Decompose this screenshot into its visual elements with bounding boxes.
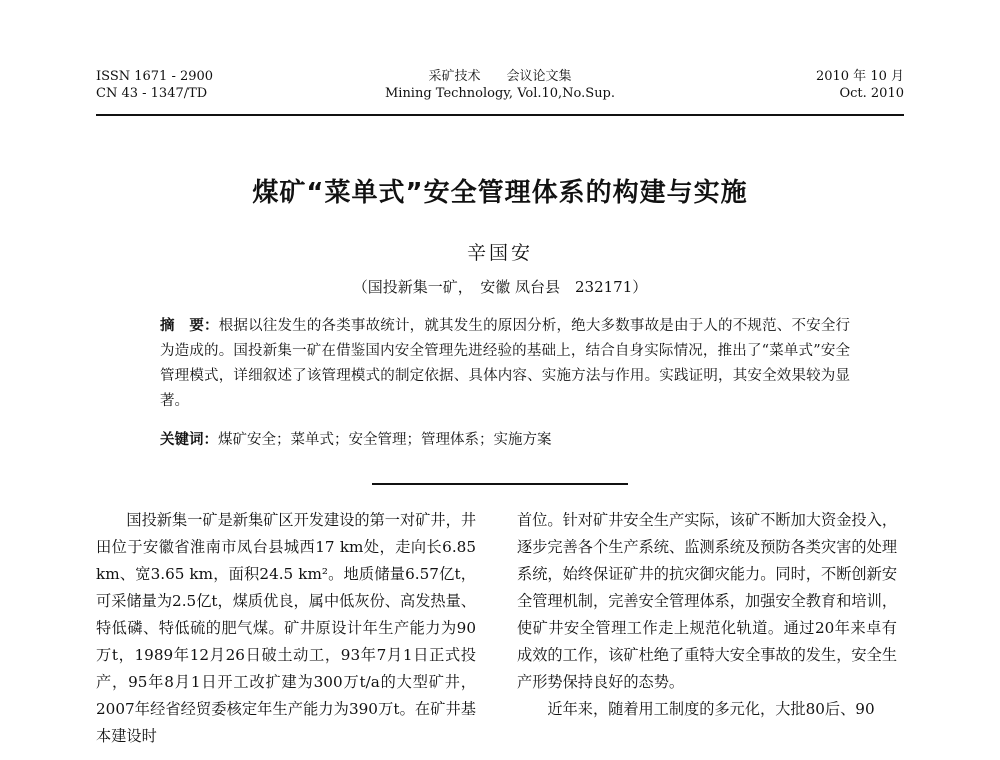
journal-name-cn: 采矿技术 会议论文集 bbox=[428, 69, 572, 84]
section-divider bbox=[372, 483, 628, 485]
abstract-label: 摘 要： bbox=[160, 318, 219, 334]
header-right bbox=[816, 68, 904, 102]
keywords bbox=[160, 428, 850, 453]
body-column-right bbox=[517, 507, 897, 723]
keywords-label: 关键词： bbox=[160, 432, 218, 448]
header-center bbox=[96, 68, 904, 102]
body-column-left bbox=[96, 507, 476, 750]
keywords-text: 煤矿安全；菜单式；安全管理；管理体系；实施方案 bbox=[218, 432, 552, 448]
header-divider bbox=[96, 114, 904, 116]
date-cn: 2010 年 10 月 bbox=[815, 69, 904, 84]
body-paragraph: 国投新集一矿是新集矿区开发建设的第一对矿井，井田位于安徽省淮南市凤台县城西17 km处，走向长6.85 km、宽3.65 km，面积24.5 km²。地质储量6.57亿t，可采储量为2.5亿t，煤质优良，属中低灰份、高发热量、特低磷、特低硫的肥气煤。矿井原设计年生产能力为90万t，1989年12月26日破土动工，93年7月1日正式投产，95年8月1日开工改扩建为300万t/a的大型矿井，2007年经省经贸委核定年生产能力为390万t。在矿井基本建设时 bbox=[96, 511, 476, 745]
article-author: 辛国安 bbox=[466, 242, 533, 264]
page-header bbox=[96, 68, 904, 116]
date-en: Oct. 2010 bbox=[839, 86, 904, 101]
article-title: 煤矿“菜单式”安全管理体系的构建与实施 bbox=[252, 178, 748, 208]
abstract bbox=[160, 314, 850, 414]
body-paragraph: 近年来，随着用工制度的多元化，大批80后、90 bbox=[547, 700, 875, 718]
issn-number: ISSN 1671 - 2900 bbox=[96, 69, 214, 84]
body-paragraph: 首位。针对矿井安全生产实际，该矿不断加大资金投入，逐步完善各个生产系统、监测系统及预防各类灾害的处理系统，始终保证矿井的抗灾御灾能力。同时，不断创新安全管理机制，完善安全管理体系，加强安全教育和培训，使矿井安全管理工作走上规范化轨道。通过20年来卓有成效的工作，该矿杜绝了重特大安全事故的发生，安全生产形势保持良好的态势。 bbox=[517, 511, 897, 691]
journal-name-en: Mining Technology, Vol.10,No.Sup. bbox=[384, 86, 616, 101]
abstract-text: 根据以往发生的各类事故统计，就其发生的原因分析，绝大多数事故是由于人的不规范、不安全行为造成的。国投新集一矿在借鉴国内安全管理先进经验的基础上，结合自身实际情况，推出了“菜单式”安全管理模式，详细叙述了该管理模式的制定依据、具体内容、实施方法与作用。实践证明，其安全效果较为显著。 bbox=[160, 318, 851, 409]
author-affiliation: （国投新集一矿， 安徽 凤台县 232171） bbox=[352, 278, 648, 296]
cn-number: CN 43 - 1347/TD bbox=[96, 86, 208, 101]
